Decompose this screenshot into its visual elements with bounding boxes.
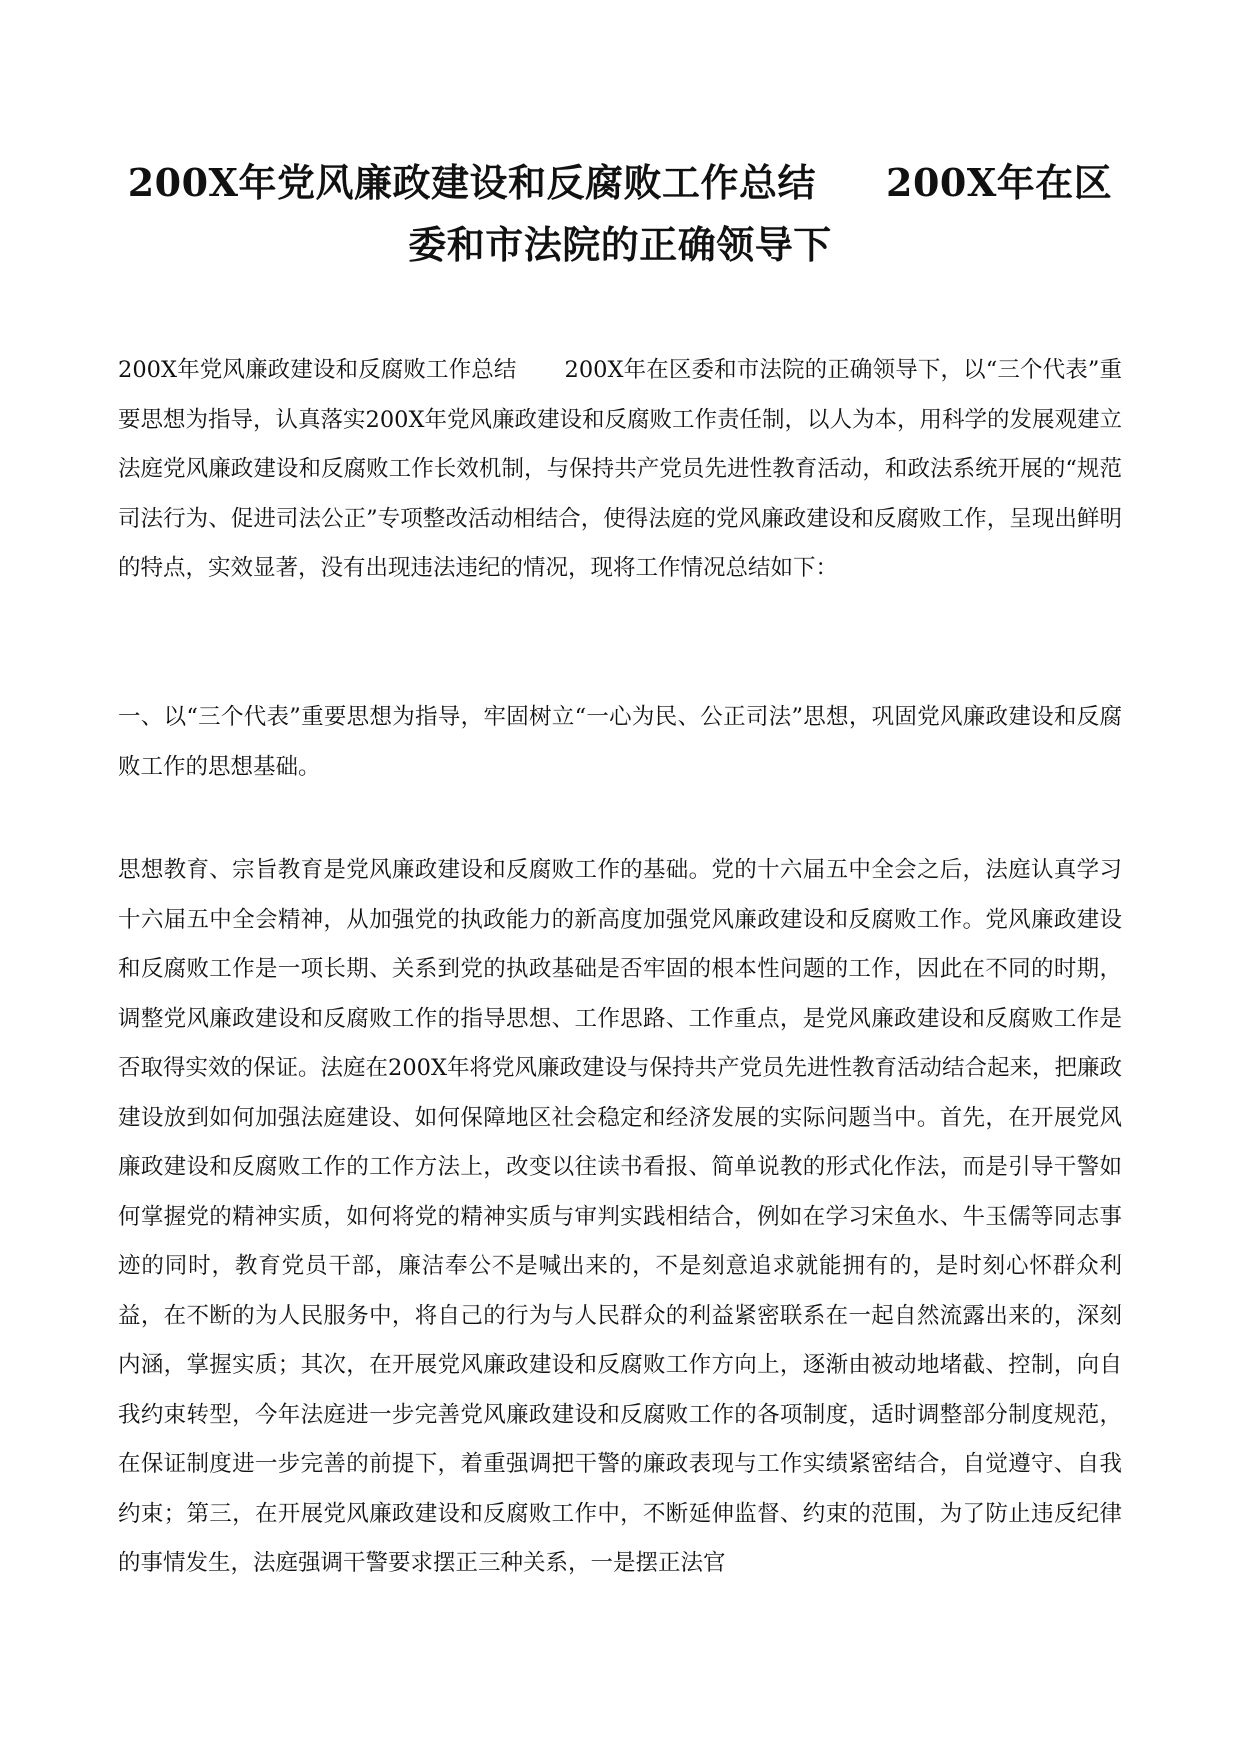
intro-lead: 200X年党风廉政建设和反腐败工作总结 <box>118 357 517 383</box>
document-title <box>118 152 1122 276</box>
intro-rest: 200X年在区委和市法院的正确领导下，以“三个代表”重要思想为指导，认真落实200X年党风廉政建设和反腐败工作责任制，以人为本，用科学的发展观建立法庭党风廉政建设和反腐败工作长效机制，与保持共产党员先进性教育活动，和政法系统开展的“规范司法行为、促进司法公正”专项整改活动相结合，使得法庭的党风廉政建设和反腐败工作，呈现出鲜明的特点，实效显著，没有出现违法违纪的情况，现将工作情况总结如下： <box>118 357 1122 581</box>
intro-paragraph <box>118 346 1122 594</box>
section-1-heading: 一、以“三个代表”重要思想为指导，牢固树立“一心为民、公正司法”思想，巩固党风廉政建设和反腐败工作的思想基础。 <box>118 704 1122 780</box>
title-part-1: 200X年党风廉政建设和反腐败工作总结 <box>127 160 816 205</box>
title-part-2: 200X年在区委和市法院的正确领导下 <box>408 160 1113 267</box>
section-1-body: 思想教育、宗旨教育是党风廉政建设和反腐败工作的基础。党的十六届五中全会之后，法庭认真学习十六届五中全会精神，从加强党的执政能力的新高度加强党风廉政建设和反腐败工作。党风廉政建设和反腐败工作是一项长期、关系到党的执政基础是否牢固的根本性问题的工作，因此在不同的时期，调整党风廉政建设和反腐败工作的指导思想、工作思路、工作重点，是党风廉政建设和反腐败工作是否取得实效的保证。法庭在200X年将党风廉政建设与保持共产党员先进性教育活动结合起来，把廉政建设放到如何加强法庭建设、如何保障地区社会稳定和经济发展的实际问题当中。首先，在开展党风廉政建设和反腐败工作的工作方法上，改变以往读书看报、简单说教的形式化作法，而是引导干警如何掌握党的精神实质，如何将党的精神实质与审判实践相结合，例如在学习宋鱼水、牛玉儒等同志事迹的同时，教育党员干部，廉洁奉公不是喊出来的，不是刻意追求就能拥有的，是时刻心怀群众利益，在不断的为人民服务中，将自己的行为与人民群众的利益紧密联系在一起自然流露出来的，深刻内涵，掌握实质；其次，在开展党风廉政建设和反腐败工作方向上，逐渐由被动地堵截、控制，向自我约束转型，今年法庭进一步完善党风廉政建设和反腐败工作的各项制度，适时调整部分制度规范，在保证制度进一步完善的前提下，着重强调把干警的廉政表现与工作实绩紧密结合，自觉遵守、自我约束；第三，在开展党风廉政建设和反腐败工作中，不断延伸监督、约束的范围，为了防止违反纪律的事情发生，法庭强调干警要求摆正三种关系，一是摆正法官 <box>118 857 1122 1576</box>
